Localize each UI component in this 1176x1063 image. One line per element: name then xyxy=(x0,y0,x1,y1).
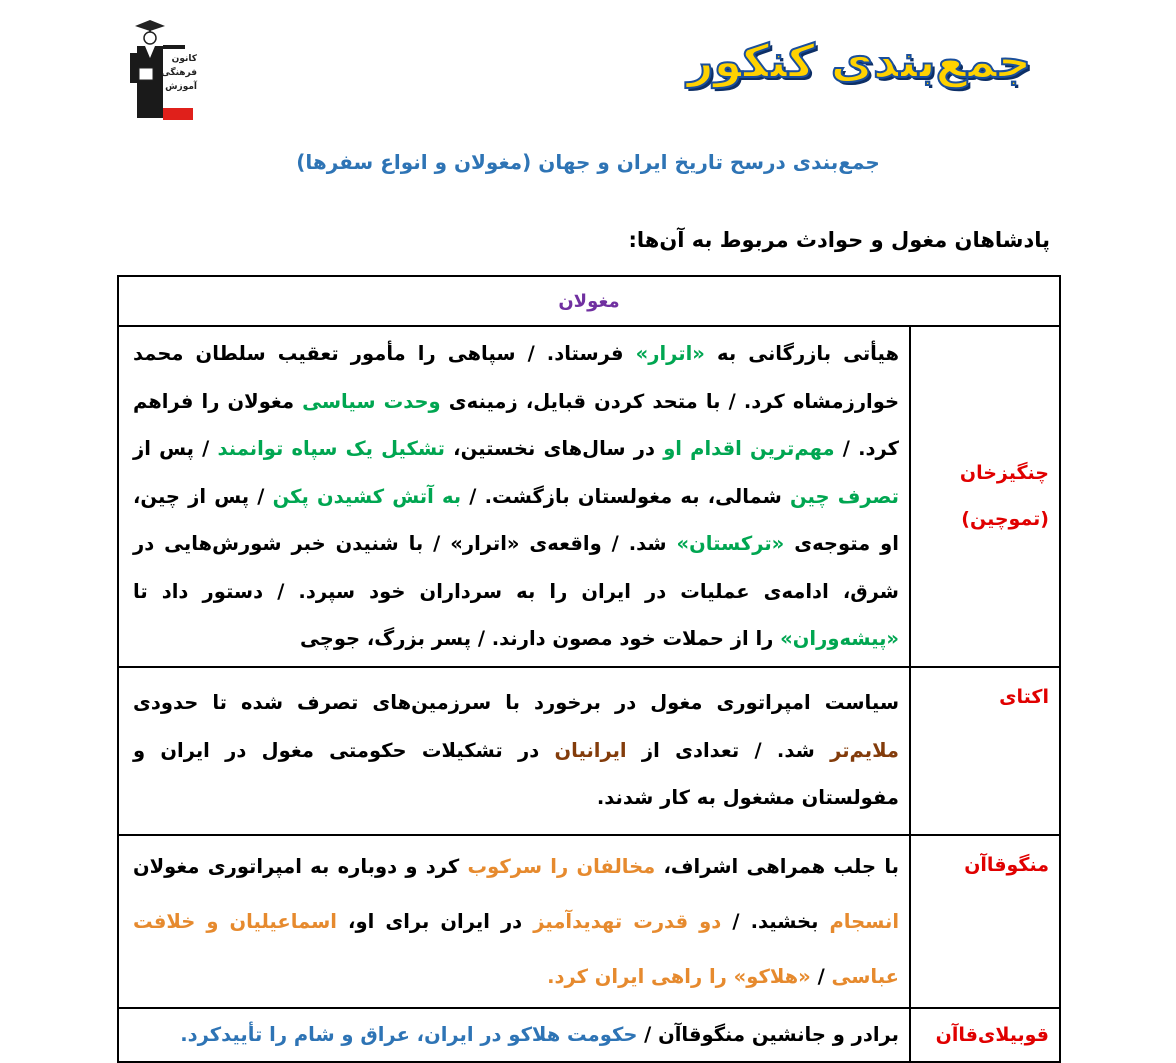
highlighted-phrase: انسجام xyxy=(829,909,900,933)
logo-line: کانون xyxy=(171,54,197,64)
highlighted-phrase: «ترکستان» xyxy=(676,532,785,555)
text-segment: فرستاد. / سپاهی را مأمور تعقیب سلطان محمد خوارزمشاه کرد. / با متحد کردن قبایل، زمینه‌ی xyxy=(133,342,900,413)
section-heading: پادشاهان مغول و حوادث مربوط به آن‌ها: xyxy=(628,228,1050,252)
text-segment: / xyxy=(810,964,832,988)
king-name: منگوقاآن xyxy=(910,835,1060,1008)
highlighted-phrase: وحدت سیاسی xyxy=(302,389,441,413)
highlighted-phrase: اسماعیلیان و خلافت عباسی xyxy=(133,909,899,988)
highlighted-phrase: ملایم‌تر xyxy=(830,738,900,762)
highlighted-phrase: تصرف چین xyxy=(789,484,900,508)
king-description xyxy=(118,667,910,835)
text-segment: برادر و جانشین منگوقاآن / xyxy=(637,1022,899,1046)
highlighted-phrase: به آتش کشیدن پکن xyxy=(272,484,462,508)
king-name-text: چنگیزخان xyxy=(959,462,1049,485)
highlighted-phrase: «پیشه‌وران» xyxy=(780,627,899,650)
king-name xyxy=(910,326,1060,667)
text-segment: با جلب همراهی اشراف، xyxy=(655,854,899,878)
text-segment: شد. / واقعه‌ی «اترار» / با شنیدن خبر شورش‌هایی در شرق، ادامه‌ی عملیات در ایران را به سرداران خود سپرد. / دستور داد تا xyxy=(133,532,899,603)
highlighted-phrase: دو قدرت تهدیدآمیز xyxy=(533,909,722,933)
table-row xyxy=(118,667,1060,835)
king-description xyxy=(118,835,910,1008)
text-segment: هیأتی بازرگانی به xyxy=(704,342,899,365)
logo-line: آموزش xyxy=(165,82,197,92)
logo-line: فرهنگی xyxy=(161,68,197,78)
table-header: مغولان xyxy=(118,276,1060,326)
text-segment: کرد و دوباره به امپراتوری مغولان xyxy=(133,854,468,878)
king-name: اکتای xyxy=(910,667,1060,835)
logo-text: جمع‌بندی کنکور xyxy=(687,34,1031,88)
text-segment: شد. / تعدادی از xyxy=(626,738,831,762)
table-row xyxy=(118,326,1060,667)
text-segment: / پس از xyxy=(133,437,218,460)
logo-line: قلم‌چی xyxy=(164,96,197,106)
text-segment: مغولان را فراهم کرد. / xyxy=(133,389,899,460)
text-segment: شمالی، به مغولستان بازگشت. / xyxy=(461,484,790,508)
highlighted-phrase: تشکیل یک سپاه توانمند xyxy=(217,437,445,460)
table-row xyxy=(118,1008,1060,1062)
text-segment: در سال‌های نخستین، xyxy=(445,437,664,460)
mongol-kings-table xyxy=(117,275,1061,1063)
highlighted-phrase: حکومت هلاکو در ایران، عراق و شام را تأییدکرد. xyxy=(180,1022,638,1046)
jambandi-konkur-logo xyxy=(687,30,1035,118)
king-description xyxy=(118,1008,910,1062)
table-row xyxy=(118,835,1060,1008)
king-alt-name: (تموچین) xyxy=(961,508,1049,531)
text-segment: در تشکیلات حکومتی مغول در ایران و مفولستان مشغول به کار شدند. xyxy=(133,738,899,810)
kanoon-logo xyxy=(125,18,200,120)
highlighted-phrase: «اترار» xyxy=(635,342,705,365)
highlighted-phrase: ایرانیان xyxy=(554,738,627,762)
text-segment: بخشید. / xyxy=(721,909,830,933)
text-segment: / پس از چین، او متوجه‌ی xyxy=(133,484,899,555)
text-segment: را از حملات خود مصون دارند. / پسر بزرگ، جوچی xyxy=(300,627,781,650)
text-segment: در ایران برای او، xyxy=(336,909,534,933)
highlighted-phrase: مهم‌ترین اقدام او xyxy=(663,437,835,460)
highlighted-phrase: «هلاکو» را راهی ایران کرد. xyxy=(547,964,811,988)
highlighted-phrase: مخالفان را سرکوب xyxy=(467,854,656,878)
king-description xyxy=(118,326,910,667)
text-segment: سیاست امپراتوری مغول در برخورد با سرزمین‌های تصرف شده تا حدودی xyxy=(133,691,899,715)
king-name: قوبیلای‌قاآن xyxy=(910,1008,1060,1062)
page-title: جمع‌بندی درسح تاریخ ایران و جهان (مغولان و انواع سفرها) xyxy=(296,150,880,174)
